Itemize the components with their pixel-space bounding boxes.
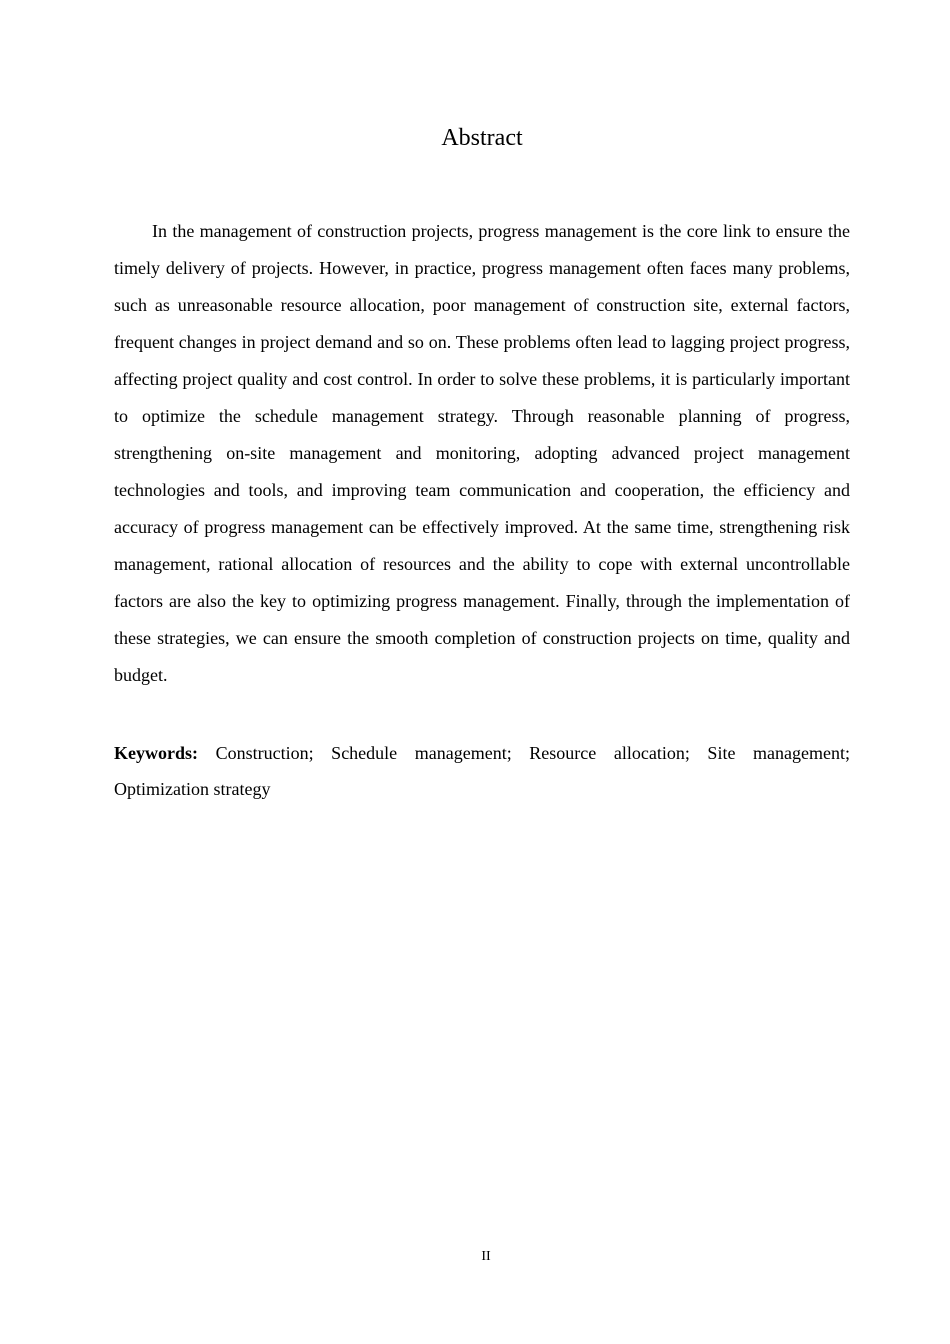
page-number: II — [481, 1249, 491, 1264]
keywords-list: Construction; Schedule management; Resource allocation; Site management; Optimization strategy — [114, 743, 850, 799]
abstract-paragraph: In the management of construction projects, progress management is the core link to ensure the timely delivery of projects. However, in practice, progress management often faces many problems, such as unreasonable resource allocation, poor management of construction site, external factors, frequent changes in project demand and so on. These problems often lead to lagging project progress, affecting project quality and cost control. In order to solve these problems, it is particularly important to optimize the schedule management strategy. Through reasonable planning of progress, strengthening on-site management and monitoring, adopting advanced project management technologies and tools, and improving team communication and cooperation, the efficiency and accuracy of progress management can be effectively improved. At the same time, strengthening risk management, rational allocation of resources and the ability to cope with external uncontrollable factors are also the key to optimizing progress management. Finally, through the implementation of these strategies, we can ensure the smooth completion of construction projects on time, quality and budget. — [114, 221, 850, 685]
keywords-label: Keywords: — [114, 743, 198, 763]
keywords-paragraph — [114, 735, 850, 807]
page-title: Abstract — [441, 125, 523, 151]
